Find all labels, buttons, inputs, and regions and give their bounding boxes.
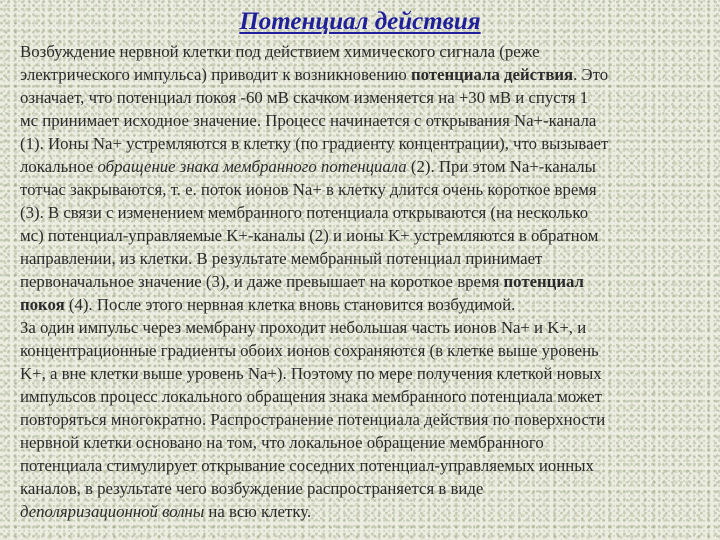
text-segment: Возбуждение нервной клетки под действием химического сигнала (реже <box>20 42 540 61</box>
text-segment: K+, а вне клетки выше уровень Na+). Поэтому по мере получения клеткой новых <box>20 364 602 383</box>
text-line <box>20 477 704 500</box>
text-line <box>20 500 704 523</box>
text-segment: каналов, в результате чего возбуждение распространяется в виде <box>20 479 484 498</box>
italic-term: деполяризационной волны <box>20 502 205 521</box>
bold-term: покоя <box>20 295 65 314</box>
text-line <box>20 178 704 201</box>
text-line <box>20 362 704 385</box>
text-line <box>20 109 704 132</box>
text-line <box>20 201 704 224</box>
text-line <box>20 316 704 339</box>
text-segment: (2). При этом Na+-каналы <box>406 157 596 176</box>
text-line <box>20 224 704 247</box>
bold-term: потенциал <box>503 272 584 291</box>
text-segment: локальное <box>20 157 98 176</box>
text-line <box>20 86 704 109</box>
text-segment: За один импульс через мембрану проходит небольшая часть ионов Na+ и K+, и <box>20 318 587 337</box>
text-segment: импульсов процесс локального обращения знака мембранного потенциала может <box>20 387 602 406</box>
text-line <box>20 454 704 477</box>
italic-term: обращение знака мембранного потенциала <box>97 157 407 176</box>
text-segment: мс) потенциал-управляемые K+-каналы (2) и ионы K+ устремляются в обратном <box>20 226 599 245</box>
text-segment: первоначальное значение (3), и даже превышает на короткое время <box>20 272 504 291</box>
text-line <box>20 431 704 454</box>
slide-title-text: Потенциал действия <box>239 8 481 35</box>
text-segment: (3). В связи с изменением мембранного потенциала открываются (на несколько <box>20 203 589 222</box>
text-segment: (1). Ионы Na+ устремляются в клетку (по градиенту концентрации), что вызывает <box>20 134 609 153</box>
text-line <box>20 132 704 155</box>
slide-title <box>0 6 720 38</box>
text-segment: мс принимает исходное значение. Процесс начинается с открывания Na+-канала <box>20 111 597 130</box>
text-segment: . Это <box>573 65 609 84</box>
text-segment: (4). После этого нервная клетка вновь становится возбудимой. <box>64 295 516 314</box>
text-line <box>20 40 704 63</box>
text-line <box>20 385 704 408</box>
text-segment: нервной клетки основано на том, что локальное обращение мембранного <box>20 433 544 452</box>
text-line <box>20 339 704 362</box>
text-segment: электрического импульса) приводит к возникновению <box>20 65 411 84</box>
text-line <box>20 247 704 270</box>
text-segment: означает, что потенциал покоя -60 мВ скачком изменяется на +30 мВ и спустя 1 <box>20 88 589 107</box>
text-line <box>20 408 704 431</box>
text-line <box>20 270 704 293</box>
text-segment: направлении, из клетки. В результате мембранный потенциал принимает <box>20 249 543 268</box>
text-line <box>20 293 704 316</box>
text-line <box>20 155 704 178</box>
text-segment: тотчас закрываются, т. е. поток ионов Na+ в клетку длится очень короткое время <box>20 180 597 199</box>
text-segment: повторяться многократно. Распространение потенциала действия по поверхности <box>20 410 606 429</box>
text-segment: потенциала стимулирует открывание соседних потенциал-управляемых ионных <box>20 456 594 475</box>
text-segment: на всю клетку. <box>204 502 312 521</box>
body-text <box>20 40 704 523</box>
bold-term: потенциала действия <box>410 65 574 84</box>
text-segment: концентрационные градиенты обоих ионов сохраняются (в клетке выше уровень <box>20 341 599 360</box>
text-line <box>20 63 704 86</box>
